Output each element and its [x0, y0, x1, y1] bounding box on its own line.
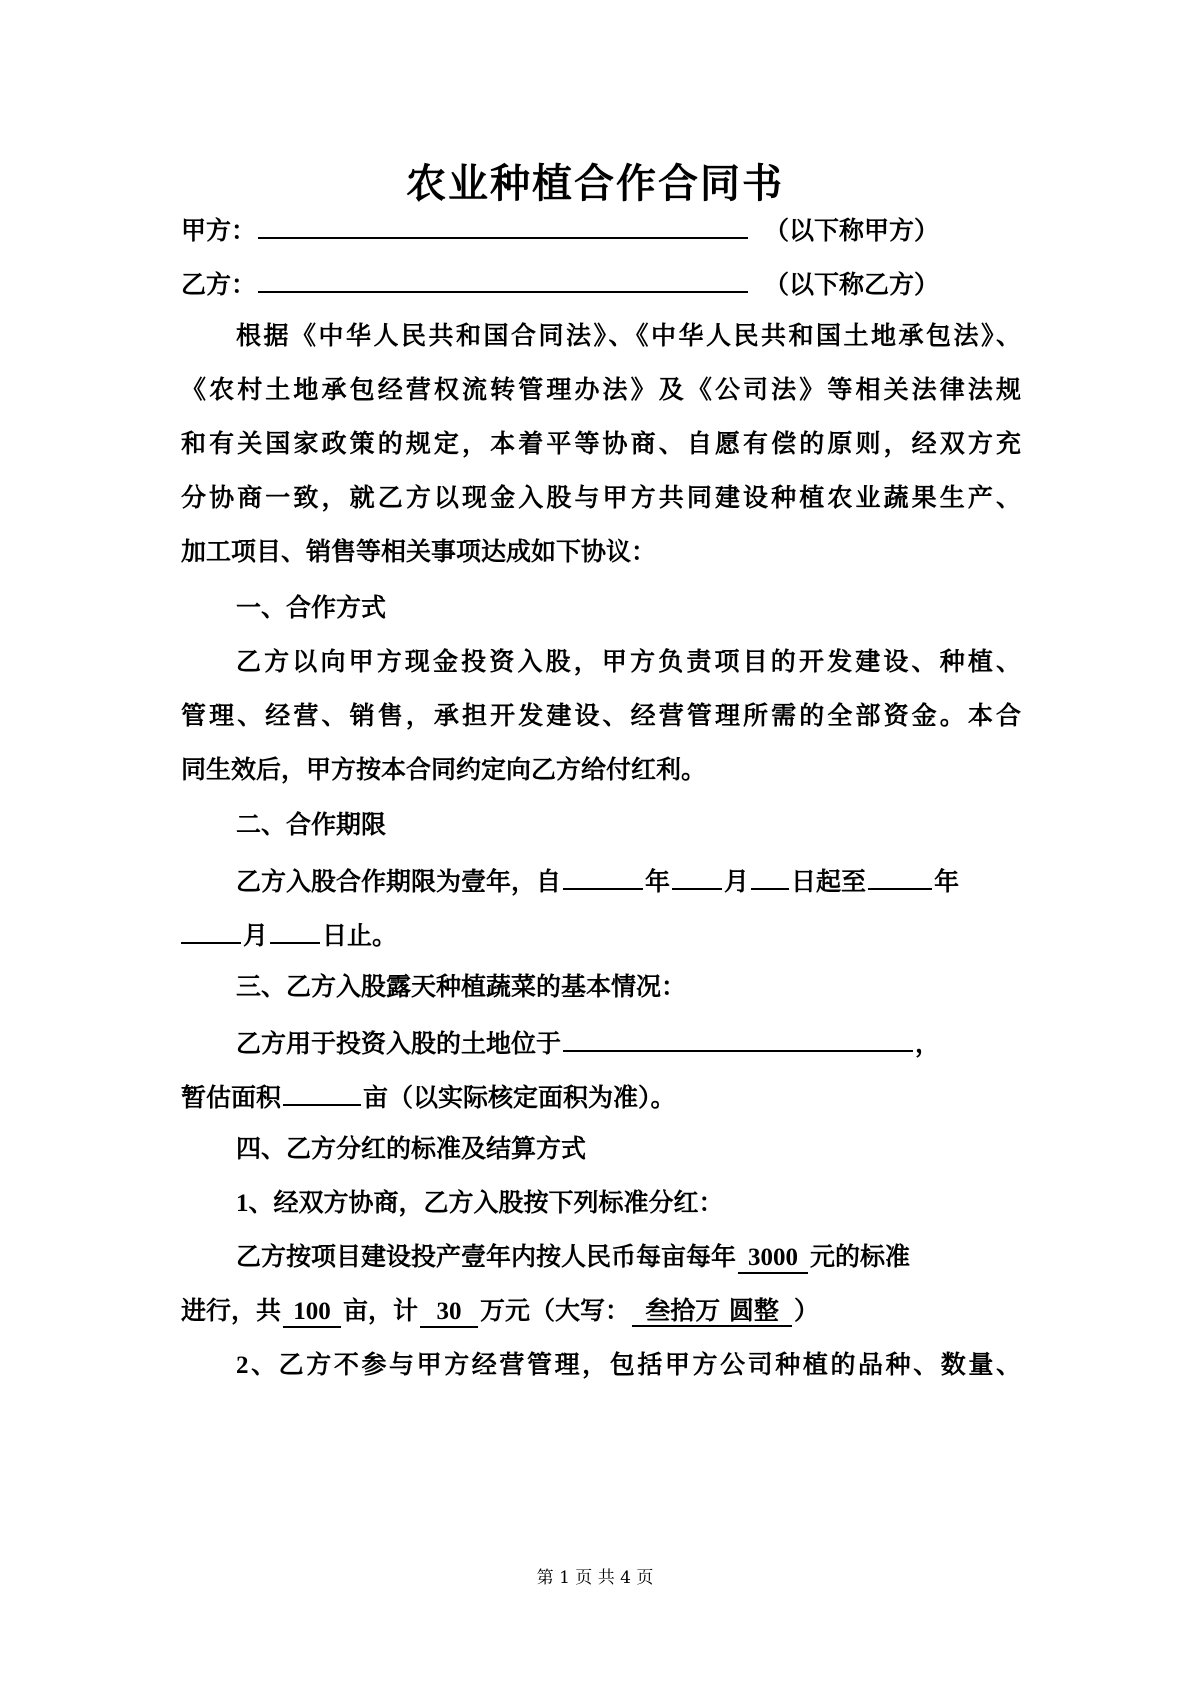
- section1-line-1: 乙方以向甲方现金投资入股，甲方负责项目的开发建设、种植、: [236, 647, 1021, 676]
- preamble-line-3: 和有关国家政策的规定，本着平等协商、自愿有偿的原则，经双方充: [181, 429, 1021, 458]
- total-caps-intro: 万元（大写：: [480, 1296, 631, 1325]
- preamble-line-1: 根据《中华人民共和国合同法》、《中华人民共和国土地承包法》、: [236, 321, 1021, 350]
- party-a-suffix: （以下称甲方）: [764, 216, 940, 245]
- page-footer: 第 1 页 共 4 页: [536, 1568, 654, 1588]
- area-blank[interactable]: [283, 1078, 361, 1106]
- location-intro: 乙方用于投资入股的土地位于: [236, 1029, 562, 1058]
- party-b-label: 乙方：: [181, 270, 257, 299]
- party-a-label: 甲方：: [181, 216, 257, 245]
- item2-number: 2: [236, 1352, 249, 1379]
- unit-month: 月: [724, 867, 750, 896]
- section2-period-line-2: [181, 916, 1021, 953]
- section1-line-2: 管理、经营、销售，承担开发建设、经营管理所需的全部资金。本合: [181, 701, 1021, 730]
- price-unit: 元的标准: [810, 1242, 911, 1271]
- party-b-suffix: （以下称乙方）: [764, 270, 940, 299]
- section3-heading: 三、乙方入股露天种植蔬菜的基本情况：: [236, 972, 687, 1001]
- unit-day-end: 日止。: [322, 921, 398, 950]
- area-intro: 暂估面积: [181, 1083, 282, 1112]
- section4-heading: 四、乙方分红的标准及结算方式: [236, 1134, 587, 1163]
- price-per-mu-field[interactable]: 3000: [738, 1244, 808, 1274]
- start-day-blank[interactable]: [751, 862, 789, 890]
- start-year-blank[interactable]: [563, 862, 643, 890]
- end-day-blank[interactable]: [270, 916, 320, 944]
- party-a-line: [181, 211, 1021, 248]
- section4-price-line: [181, 1240, 1021, 1274]
- unit-month-2: 月: [243, 921, 269, 950]
- item2-text: 、乙方不参与甲方经营管理，包括甲方公司种植的品种、数量、: [248, 1350, 1021, 1379]
- area-unit-note: 亩（以实际核定面积为准）。: [363, 1083, 676, 1112]
- section1-line-3: 同生效后，甲方按本合同约定向乙方给付红利。: [181, 755, 707, 784]
- preamble-line-5: 加工项目、销售等相关事项达成如下协议：: [181, 537, 657, 566]
- party-b-blank[interactable]: [258, 265, 748, 293]
- total-wan-field[interactable]: 30: [420, 1298, 478, 1328]
- area-mu-field[interactable]: 100: [283, 1298, 341, 1328]
- end-year-blank[interactable]: [868, 862, 932, 890]
- preamble-line-4: 分协商一致，就乙方以现金入股与甲方共同建设种植农业蔬果生产、: [181, 483, 1021, 512]
- party-a-blank[interactable]: [258, 211, 748, 239]
- location-blank[interactable]: [563, 1024, 913, 1052]
- section3-area-line: [181, 1078, 1021, 1115]
- section1-heading: 一、合作方式: [236, 593, 387, 622]
- total-caps-field[interactable]: 叁拾万 圆整: [632, 1297, 792, 1327]
- period-intro: 乙方入股合作期限为壹年，自: [236, 867, 562, 896]
- section2-period-line-1: [181, 862, 1021, 899]
- end-month-blank[interactable]: [181, 916, 241, 944]
- location-end: ，: [915, 1029, 941, 1058]
- unit-day-from: 日起至: [791, 867, 867, 896]
- preamble-line-2: 《农村土地承包经营权流转管理办法》及《公司法》等相关法律法规: [181, 375, 1021, 404]
- total-caps-close: ）: [794, 1296, 820, 1325]
- unit-year-2: 年: [934, 867, 960, 896]
- party-b-line: [181, 265, 1021, 302]
- start-month-blank[interactable]: [672, 862, 722, 890]
- item1-text: 、经双方协商，乙方入股按下列标准分红：: [248, 1188, 724, 1217]
- unit-year: 年: [645, 867, 671, 896]
- section3-location-line: [181, 1024, 1021, 1061]
- section4-item1: [181, 1186, 1021, 1221]
- document-title: 农业种植合作合同书: [406, 161, 784, 207]
- total-intro: 进行，共: [181, 1296, 282, 1325]
- section4-total-line: [181, 1294, 1021, 1328]
- item1-number: 1: [236, 1190, 249, 1217]
- section2-heading: 二、合作期限: [236, 810, 387, 839]
- total-mid: 亩，计: [343, 1296, 419, 1325]
- section4-item2: [181, 1348, 1021, 1383]
- price-intro: 乙方按项目建设投产壹年内按人民币每亩每年: [236, 1242, 737, 1271]
